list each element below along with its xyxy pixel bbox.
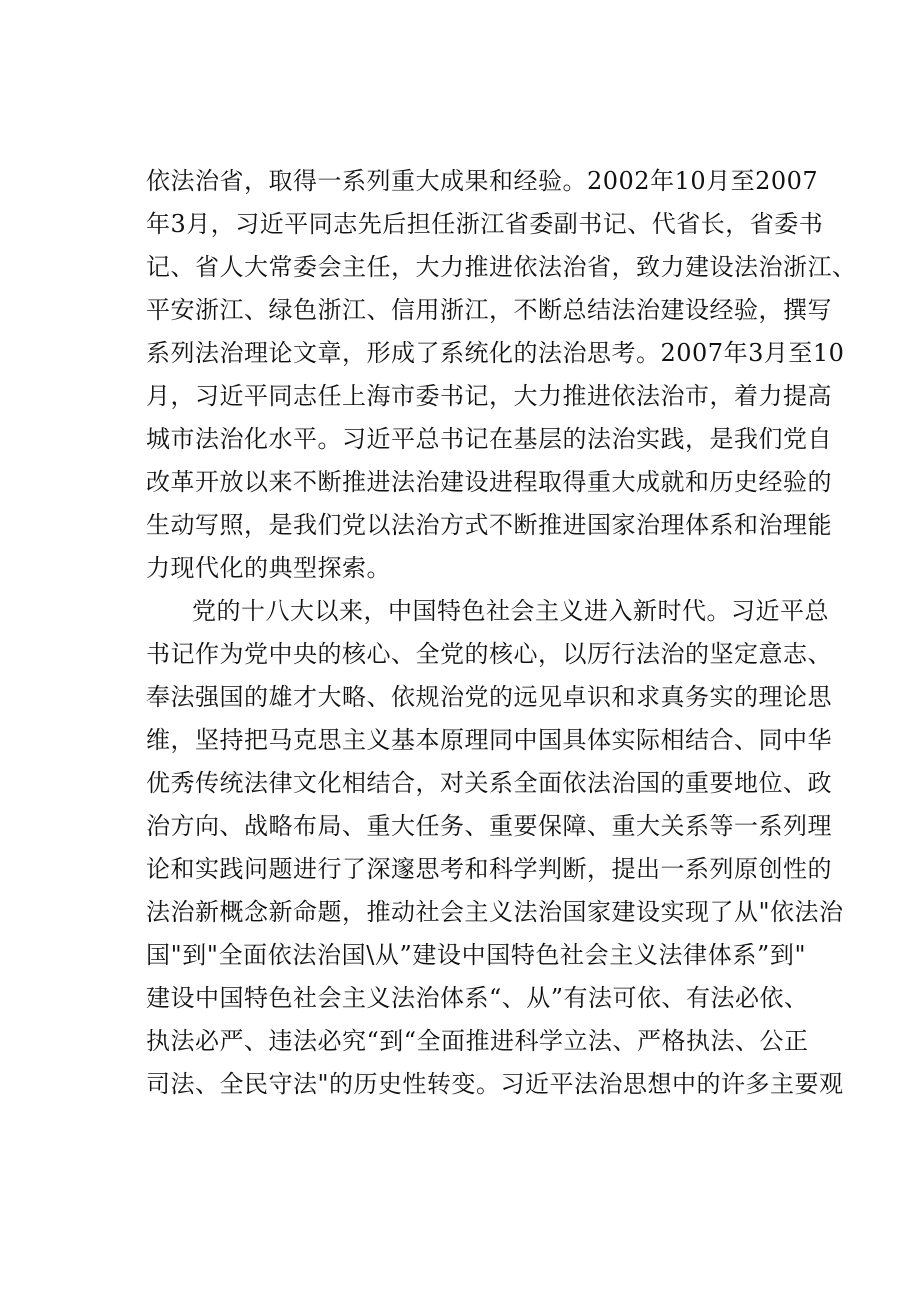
paragraph-line: 维，坚持把马克思主义基本原理同中国具体实际相结合、同中华	[146, 726, 832, 754]
paragraph-1	[146, 160, 857, 590]
paragraph-line: 党的十八大以来，中国特色社会主义进入新时代。习近平总	[192, 597, 829, 625]
paragraph-line: 系列法治理论文章，形成了系统化的法治思考。2007年3月至10	[146, 339, 845, 367]
paragraph-line: 司法、全民守法"的历史性转变。习近平法治思想中的许多主要观	[146, 1070, 844, 1098]
paragraph-line: 月，习近平同志任上海市委书记，大力推进依法治市，着力提高	[146, 382, 832, 410]
body-text	[146, 160, 857, 1106]
paragraph-line: 治方向、战略布局、重大任务、重要保障、重大关系等一系列理	[146, 812, 832, 840]
paragraph-line: 奉法强国的雄才大略、依规治党的远见卓识和求真务实的理论思	[146, 683, 832, 711]
paragraph-line: 力现代化的典型探索。	[146, 554, 391, 582]
paragraph-line: 改革开放以来不断推进法治建设进程取得重大成就和历史经验的	[146, 468, 832, 496]
paragraph-line: 城市法治化水平。习近平总书记在基层的法治实践，是我们党自	[146, 425, 832, 453]
paragraph-line: 生动写照，是我们党以法治方式不断推进国家治理体系和治理能	[146, 511, 832, 539]
paragraph-line: 论和实践问题进行了深邃思考和科学判断，提出一系列原创性的	[146, 855, 832, 883]
paragraph-line: 依法治省，取得一系列重大成果和经验。2002年10月至2007	[146, 167, 819, 195]
paragraph-line: 法治新概念新命题，推动社会主义法治国家建设实现了从"依法治	[146, 898, 844, 926]
paragraph-line: 书记作为党中央的核心、全党的核心，以厉行法治的坚定意志、	[146, 640, 832, 668]
paragraph-line: 国"到"全面依法治国\从”建设中国特色社会主义法律体系”到"	[146, 941, 806, 969]
paragraph-line: 优秀传统法律文化相结合，对关系全面依法治国的重要地位、政	[146, 769, 832, 797]
paragraph-line: 建设中国特色社会主义法治体系“、从”有法可依、有法必依、	[146, 984, 809, 1012]
paragraph-line: 平安浙江、绿色浙江、信用浙江，不断总结法治建设经验，撰写	[146, 296, 832, 324]
paragraph-line: 记、省人大常委会主任，大力推进依法治省，致力建设法治浙江、	[146, 253, 857, 281]
paragraph-line: 执法必严、违法必究“到“全面推进科学立法、严格执法、公正	[146, 1027, 809, 1055]
paragraph-2	[146, 590, 844, 1106]
paragraph-line: 年3月，习近平同志先后担任浙江省委副书记、代省长，省委书	[146, 210, 824, 238]
